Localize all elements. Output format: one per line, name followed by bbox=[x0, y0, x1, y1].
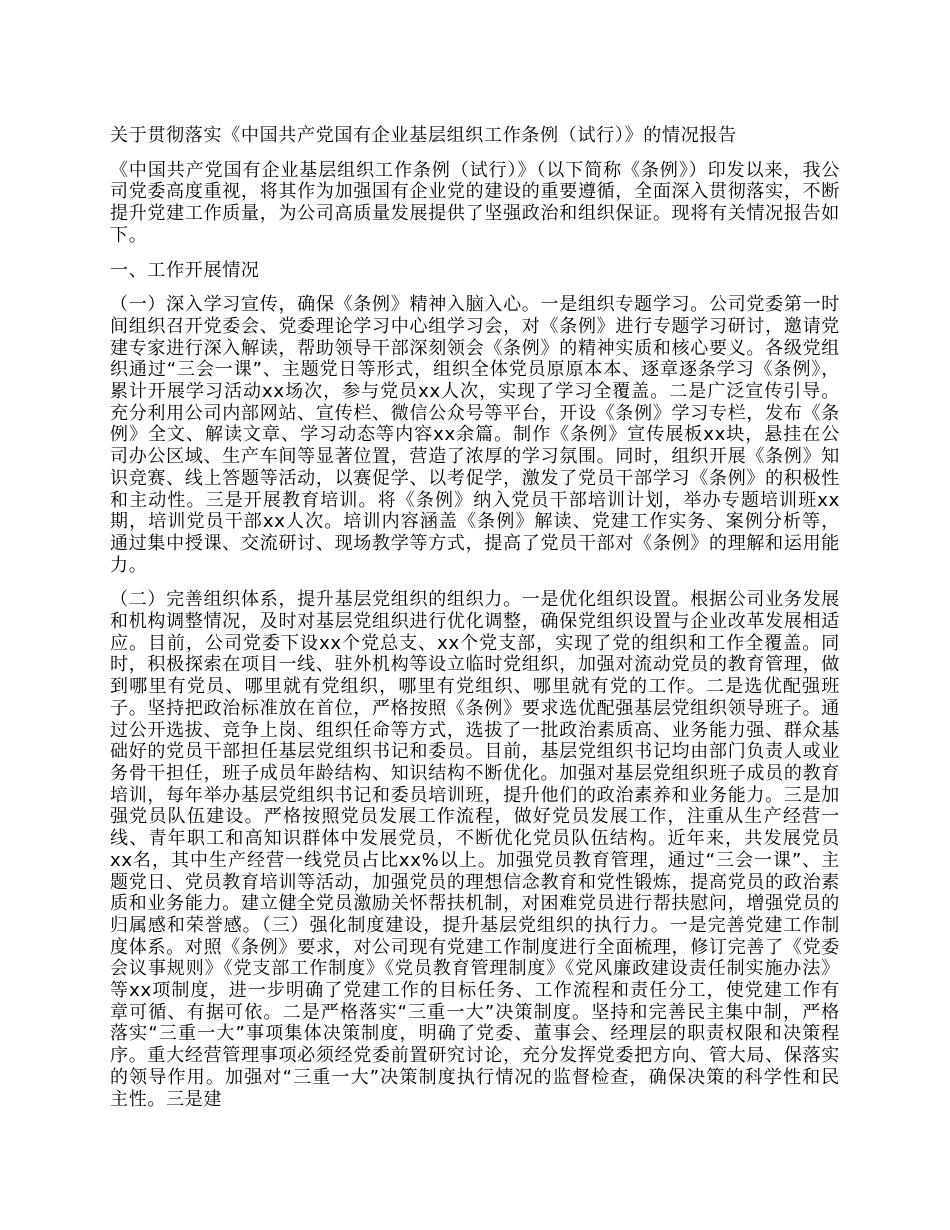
document-title: 关于贯彻落实《中国共产党国有企业基层组织工作条例（试行）》的情况报告 bbox=[110, 125, 737, 146]
section-heading-work-progress: 一、工作开展情况 bbox=[110, 259, 260, 281]
paragraph-study-promotion: （一）深入学习宣传，确保《条例》精神入脑入心。一是组织专题学习。公司党委第一时间组织召开党委会、党委理论学习中心组学习会，对《条例》进行专题学习研讨，邀请党建专家进行深入解读，帮助领导干部深刻领会《条例》的精神实质和核心要义。各级党组织通过“三会一课”、主题党日等形式，组织全体党员原原本本、逐章逐条学习《条例》，累计开展学习活动xx场次，参与党员xx人次，实现了学习全覆盖。二是广泛宣传引导。充分利用公司内部网站、宣传栏、微信公众号等平台，开设《条例》学习专栏，发布《条例》全文、解读文章、学习动态等内容xx余篇。制作《条例》宣传展板xx块，悬挂在公司办公区域、生产车间等显著位置，营造了浓厚的学习氛围。同时，组织开展《条例》知识竞赛、线上答题等活动，以赛促学、以考促学，激发了党员干部学习《条例》的积极性和主动性。三是开展教育培训。将《条例》纳入党员干部培训计划，举办专题培训班xx期，培训党员干部xx人次。培训内容涵盖《条例》解读、党建工作实务、案例分析等，通过集中授课、交流研讨、现场教学等方式，提高了党员干部对《条例》的理解和运用能力。 bbox=[110, 294, 840, 576]
paragraph-organization-system: （二）完善组织体系，提升基层党组织的组织力。一是优化组织设置。根据公司业务发展和机构调整情况，及时对基层党组织进行优化调整，确保党组织设置与企业改革发展相适应。目前，公司党委下设xx个党总支、xx个党支部，实现了党的组织和工作全覆盖。同时，积极探索在项目一线、驻外机构等设立临时党组织，加强对流动党员的教育管理，做到哪里有党员、哪里就有党组织，哪里有党组织、哪里就有党的工作。二是选优配强班子。坚持把政治标准放在首位，严格按照《条例》要求选优配强基层党组织领导班子。通过公开选拔、竞争上岗、组织任命等方式，选拔了一批政治素质高、业务能力强、群众基础好的党员干部担任基层党组织书记和委员。目前，基层党组织书记均由部门负责人或业务骨干担任，班子成员年龄结构、知识结构不断优化。加强对基层党组织班子成员的教育培训，每年举办基层党组织书记和委员培训班，提升他们的政治素养和业务能力。三是加强党员队伍建设。严格按照党员发展工作流程，做好党员发展工作，注重从生产经营一线、青年职工和高知识群体中发展党员，不断优化党员队伍结构。近年来，共发展党员xx名，其中生产经营一线党员占比xx%以上。加强党员教育管理，通过“三会一课”、主题党日、党员教育培训等活动，加强党员的理想信念教育和党性锻炼，提高党员的政治素质和业务能力。建立健全党员激励关怀帮扶机制，对困难党员进行帮扶慰问，增强党员的归属感和荣誉感。（三）强化制度建设，提升基层党组织的执行力。一是完善党建工作制度体系。对照《条例》要求，对公司现有党建工作制度进行全面梳理，修订完善了《党委会议事规则》《党支部工作制度》《党员教育管理制度》《党风廉政建设责任制实施办法》等xx项制度，进一步明确了党建工作的目标任务、工作流程和责任分工，使党建工作有章可循、有据可依。二是严格落实“三重一大”决策制度。坚持和完善民主集中制，严格落实“三重一大”事项集体决策制度，明确了党委、董事会、经理层的职责权限和决策程序。重大经营管理事项必须经党委前置研究讨论，充分发挥党委把方向、管大局、保落实的领导作用。加强对“三重一大”决策制度执行情况的监督检查，确保决策的科学性和民主性。三是建 bbox=[110, 589, 840, 1110]
paragraph-intro: 《中国共产党国有企业基层组织工作条例（试行）》（以下简称《条例》）印发以来，我公司党委高度重视，将其作为加强国有企业党的建设的重要遵循，全面深入贯彻落实，不断提升党建工作质量，为公司高质量发展提供了坚强政治和组织保证。现将有关情况报告如下。 bbox=[110, 159, 840, 246]
